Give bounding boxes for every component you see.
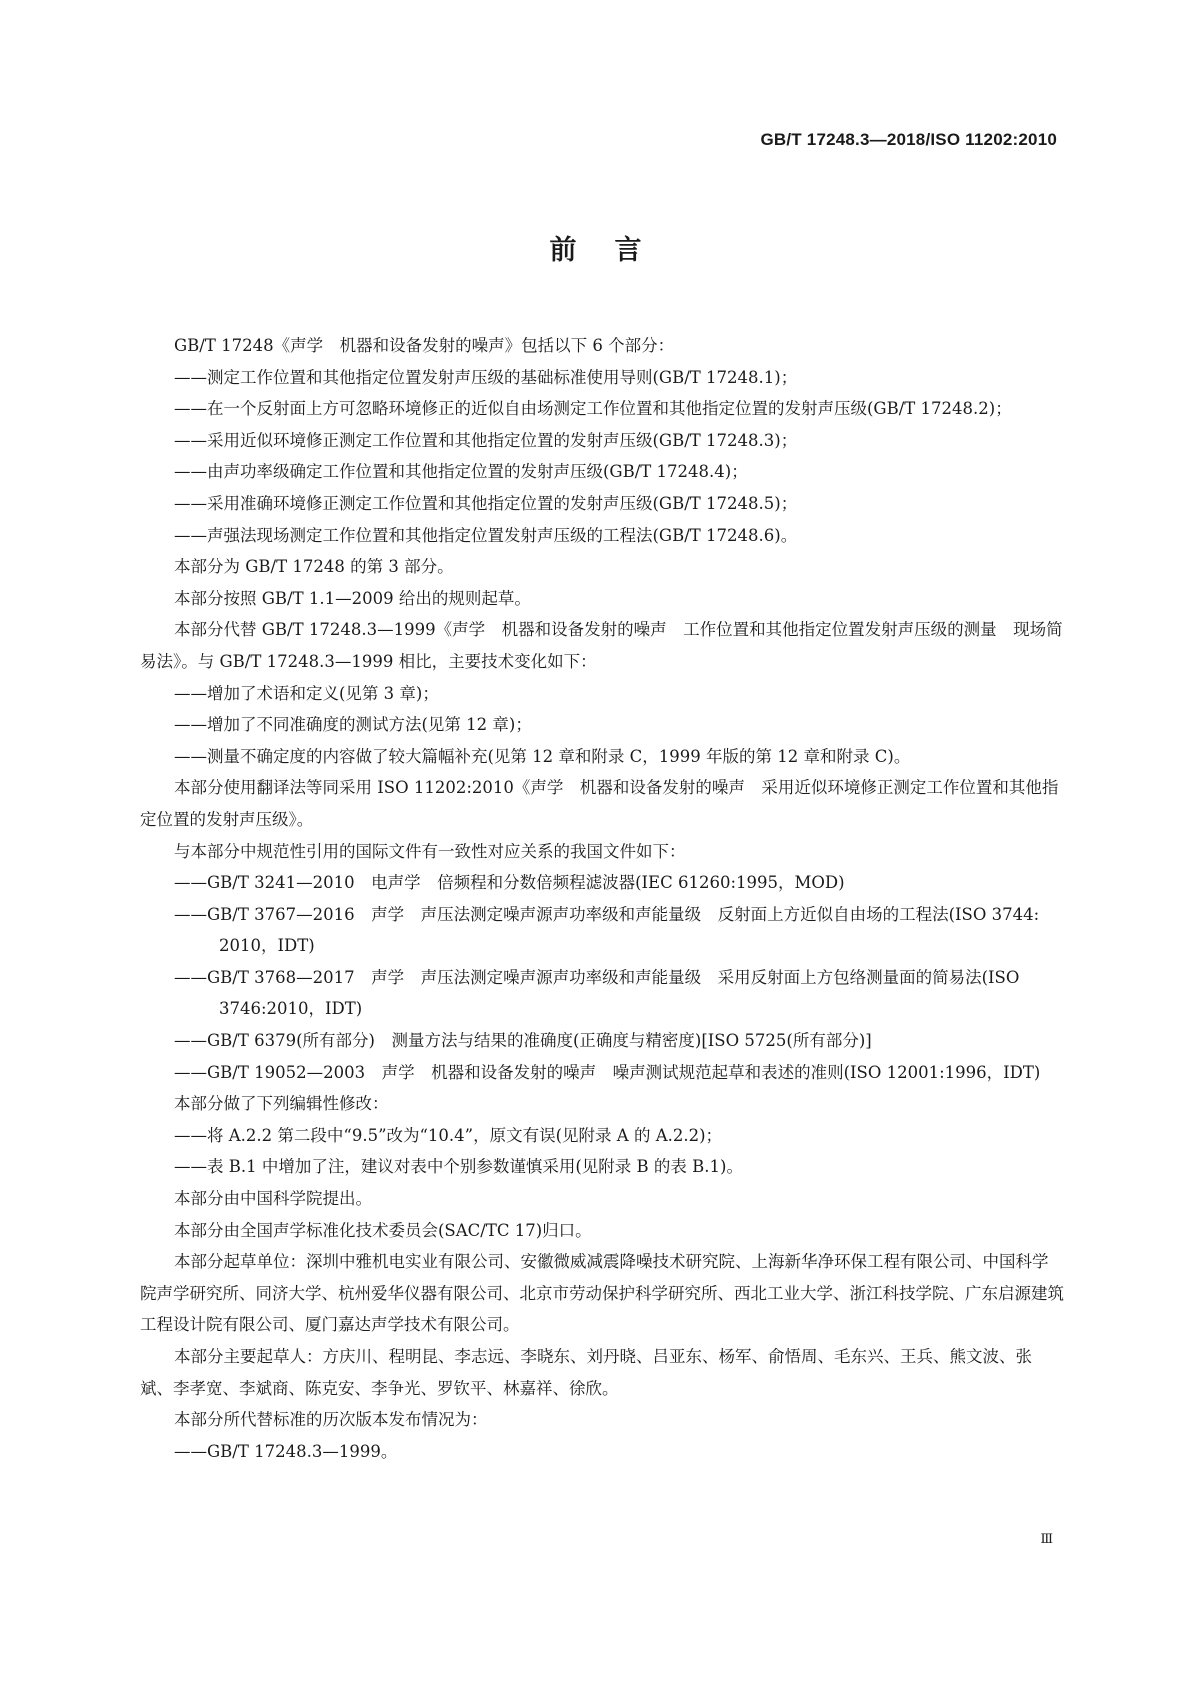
list-item: ——GB/T 6379(所有部分) 测量方法与结果的准确度(正确度与精密度)[ISO 5725(所有部分)] [174,1031,872,1051]
paragraph: GB/T 17248《声学 机器和设备发射的噪声》包括以下 6 个部分： [174,336,675,355]
paragraph: 本部分为 GB/T 17248 的第 3 部分。 [174,557,454,577]
list-item: ——声强法现场测定工作位置和其他指定位置发射声压级的工程法(GB/T 17248.6)。 [174,525,798,545]
list-item: ——表 B.1 中增加了注，建议对表中个别参数谨慎采用(见附录 B 的表 B.1)。 [174,1157,743,1177]
list-item: ——测量不确定度的内容做了较大篇幅补充(见第 12 章和附录 C，1999 年版的第 12 章和附录 C)。 [174,746,911,766]
list-item: ——在一个反射面上方可忽略环境修正的近似自由场测定工作位置和其他指定位置的发射声压级(GB/T 17248.2)； [174,399,1012,419]
standard-number-header: GB/T 17248.3—2018/ISO 11202:2010 [760,130,1057,149]
paragraph: 本部分做了下列编辑性修改： [174,1094,389,1114]
list-item: ——GB/T 3241—2010 电声学 倍频程和分数倍频程滤波器(IEC 61260:1995，MOD) [174,873,845,893]
paragraph: 本部分所代替标准的历次版本发布情况为： [174,1410,488,1430]
paragraph: 本部分由中国科学院提出。 [174,1189,372,1209]
list-item: ——将 A.2.2 第二段中“9.5”改为“10.4”，原文有误(见附录 A 的 A.2.2)； [174,1125,723,1145]
list-item: ——增加了术语和定义(见第 3 章)； [174,683,439,703]
list-item: ——增加了不同准确度的测试方法(见第 12 章)； [174,715,532,735]
paragraph: 本部分起草单位：深圳中雅机电实业有限公司、安徽微威减震降噪技术研究院、上海新华净环保工程有限公司、中国科学院声学研究所、同济大学、杭州爱华仪器有限公司、北京市劳动保护科学研究所、西北工业大学、浙江科技学院、广东启源建筑工程设计院有限公司、厦门嘉达声学技术有限公司。 [140,1252,1064,1335]
paragraph: 本部分代替 GB/T 17248.3—1999《声学 机器和设备发射的噪声 工作位置和其他指定位置发射声压级的测量 现场简易法》。与 GB/T 17248.3—1999 相比，主要技术变化如下： [140,620,1063,671]
page-title: 前言 [549,235,680,266]
list-item: ——GB/T 19052—2003 声学 机器和设备发射的噪声 噪声测试规范起草和表述的准则(ISO 12001:1996，IDT) [174,1062,1041,1082]
list-item: ——采用准确环境修正测定工作位置和其他指定位置的发射声压级(GB/T 17248.5)； [174,493,798,513]
paragraph: 本部分主要起草人：方庆川、程明昆、李志远、李晓东、刘丹晓、吕亚东、杨军、俞悟周、毛东兴、王兵、熊文波、张斌、李孝宽、李斌商、陈克安、李争光、罗钦平、林嘉祥、徐欣。 [140,1347,1032,1398]
list-item: ——GB/T 3767—2016 声学 声压法测定噪声源声功率级和声能量级 反射面上方近似自由场的工程法(ISO 3744: 2010，IDT) [174,904,1040,956]
list-item: ——测定工作位置和其他指定位置发射声压级的基础标准使用导则(GB/T 17248.1)； [174,367,798,387]
paragraph: 本部分按照 GB/T 1.1—2009 给出的规则起草。 [174,588,531,608]
paragraph: 与本部分中规范性引用的国际文件有一致性对应关系的我国文件如下： [174,841,686,861]
list-item: ——GB/T 17248.3—1999。 [174,1441,398,1461]
page-number: Ⅲ [1040,1532,1053,1547]
paragraph: 本部分使用翻译法等同采用 ISO 11202:2010《声学 机器和设备发射的噪声 采用近似环境修正测定工作位置和其他指定位置的发射声压级》。 [140,778,1059,829]
foreword-body [140,330,1064,1467]
list-item: ——采用近似环境修正测定工作位置和其他指定位置的发射声压级(GB/T 17248.3)； [174,430,798,450]
paragraph: 本部分由全国声学标准化技术委员会(SAC/TC 17)归口。 [174,1220,592,1240]
list-item: ——由声功率级确定工作位置和其他指定位置的发射声压级(GB/T 17248.4)； [174,462,748,482]
list-item: ——GB/T 3768—2017 声学 声压法测定噪声源声功率级和声能量级 采用反射面上方包络测量面的简易法(ISO 3746:2010，IDT) [174,967,1020,1019]
